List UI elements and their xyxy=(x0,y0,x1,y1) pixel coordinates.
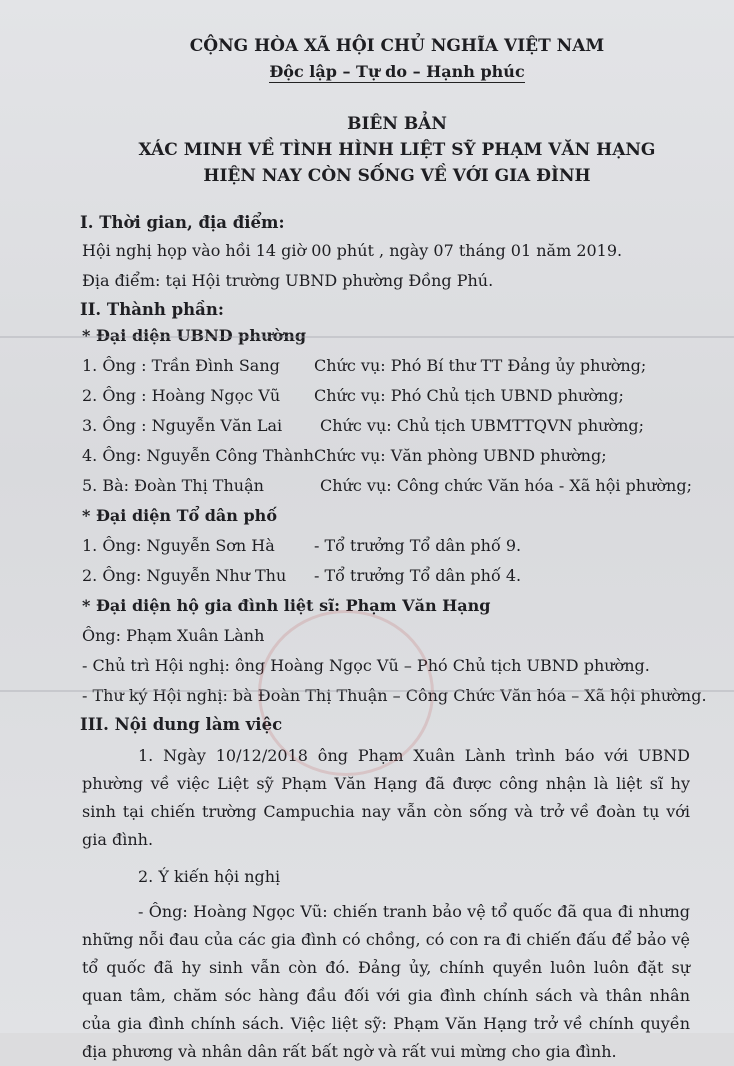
list-item: 4. Ông: Nguyễn Công Thành Chức vụ: Văn phòng UBND phường; xyxy=(82,446,607,465)
national-motto: Độc lập – Tự do – Hạnh phúc xyxy=(269,62,525,81)
meeting-place: Địa điểm: tại Hội trường UBND phường Đồng Phú. xyxy=(82,271,494,290)
list-item: 5. Bà: Đoàn Thị Thuận Chức vụ: Công chức Văn hóa - Xã hội phường; xyxy=(82,476,692,495)
paper-fold xyxy=(0,336,734,338)
section-3-heading: III. Nội dung làm việc xyxy=(80,715,283,734)
group-family-title: * Đại diện hộ gia đình liệt sĩ: Phạm Văn Hạng xyxy=(82,596,491,615)
group-ubnd-title: * Đại diện UBND phường xyxy=(82,326,307,345)
group-residential-list xyxy=(82,531,694,591)
family-representative: Ông: Phạm Xuân Lành xyxy=(82,626,265,645)
group-residential-title: * Đại diện Tổ dân phố xyxy=(82,506,277,525)
section-2-heading: II. Thành phần: xyxy=(80,300,224,319)
meeting-chair: - Chủ trì Hội nghị: ông Hoàng Ngọc Vũ – Phó Chủ tịch UBND phường. xyxy=(82,656,650,675)
group-ubnd-list xyxy=(82,351,694,501)
list-item: 2. Ông: Nguyễn Như Thu - Tổ trưởng Tổ dân phố 4. xyxy=(82,566,522,585)
content-item-1: 1. Ngày 10/12/2018 ông Phạm Xuân Lành trình báo với UBND phường về việc Liệt sỹ Phạm Văn Hạng đã được công nhận là liệt sĩ hy sinh tại chiến trường Campuchia nay vẫn còn sống và trở về đoàn tụ với gia đình. xyxy=(82,746,690,849)
section-1-heading: I. Thời gian, địa điểm: xyxy=(80,213,285,232)
list-item: 1. Ông: Nguyễn Sơn Hà - Tổ trưởng Tổ dân phố 9. xyxy=(82,536,522,555)
paper-fold xyxy=(0,690,734,692)
meeting-time: Hội nghị họp vào hồi 14 giờ 00 phút , ngày 07 tháng 01 năm 2019. xyxy=(82,241,623,260)
nation-name: CỘNG HÒA XÃ HỘI CHỦ NGHĨA VIỆT NAM xyxy=(189,36,605,56)
title-line-1: BIÊN BẢN xyxy=(347,114,447,134)
meeting-secretary: - Thư ký Hội nghị: bà Đoàn Thị Thuận – Công Chức Văn hóa – Xã hội phường. xyxy=(82,686,707,705)
title-line-3: HIỆN NAY CÒN SỐNG VỀ VỚI GIA ĐÌNH xyxy=(203,166,591,186)
list-item: 1. Ông : Trần Đình Sang Chức vụ: Phó Bí thư TT Đảng ủy phường; xyxy=(82,356,647,375)
content-item-2-title: 2. Ý kiến hội nghị xyxy=(138,867,281,886)
document-header xyxy=(100,36,694,189)
document-title xyxy=(100,111,694,189)
list-item: 3. Ông : Nguyễn Văn Lai Chức vụ: Chủ tịch UBMTTQVN phường; xyxy=(82,416,644,435)
list-item: 2. Ông : Hoàng Ngọc Vũ Chức vụ: Phó Chủ tịch UBND phường; xyxy=(82,386,624,405)
title-line-2: XÁC MINH VỀ TÌNH HÌNH LIỆT SỸ PHẠM VĂN HẠNG xyxy=(138,140,656,160)
opinion-paragraph: - Ông: Hoàng Ngọc Vũ: chiến tranh bảo vệ tổ quốc đã qua đi nhưng những nỗi đau của các gia đình có chồng, có con ra đi chiến đấu để bảo vệ tổ quốc đã hy sinh vẫn còn đó. Đảng ủy, chính quyền luôn luôn đặt sự quan tâm, chăm sóc hàng đầu đối với gia đình chính sách và thân nhân của gia đình chính sách. Việc liệt sỹ: Phạm Văn Hạng trở về chính quyền địa phương và nhân dân rất bất ngờ và rất vui mừng cho gia đình. xyxy=(82,902,690,1061)
